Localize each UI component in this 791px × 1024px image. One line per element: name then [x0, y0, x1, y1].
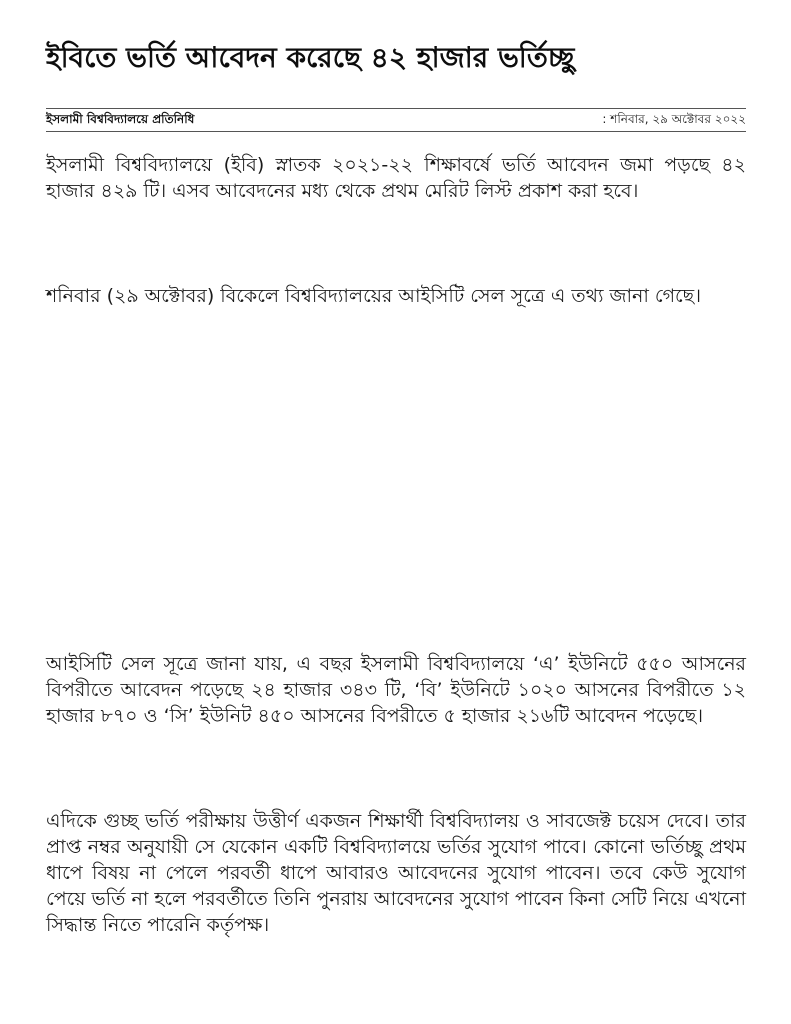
paragraph-4: এদিকে গুচ্ছ ভর্তি পরীক্ষায় উত্তীর্ণ একজন শিক্ষার্থী বিশ্ববিদ্যালয় ও সাবজেক্ট চয়েস দেবে। তার প্রাপ্ত নম্বর অনুযায়ী সে যেকোন একটি বিশ্ববিদ্যালয়ে ভর্তির সুযোগ পাবে। কোনো ভর্তিচ্ছু প্রথম ধাপে বিষয় না পেলে পরবর্তী ধাপে আবারও আবেদনের সুযোগ পাবেন। তবে কেউ সুযোগ পেয়ে ভর্তি না হলে পরবর্তীতে তিনি পুনরায় আবেদনের সুযোগ পাবেন কিনা সেটি নিয়ে এখনো সিদ্ধান্ত নিতে পারেনি কর্তৃপক্ষ। — [46, 810, 746, 936]
paragraph-1: ইসলামী বিশ্ববিদ্যালয়ে (ইবি) স্নাতক ২০২১-২২ শিক্ষাবর্ষে ভর্তি আবেদন জমা পড়ছে ৪২ হাজার ৪২৯ টি। এসব আবেদনের মধ্য থেকে প্রথম মেরিট লিস্ট প্রকাশ করা হবে। — [46, 154, 746, 202]
paragraph-3: আইসিটি সেল সূত্রে জানা যায়, এ বছর ইসলামী বিশ্ববিদ্যালয়ে ‘এ’ ইউনিটে ৫৫০ আসনের বিপরীতে আবেদন পড়েছে ২৪ হাজার ৩৪৩ টি, ‘বি’ ইউনিটে ১০২০ আসনের বিপরীতে ১২ হাজার ৮৭০ ও ‘সি’ ইউনিট ৪৫০ আসনের বিপরীতে ৫ হাজার ২১৬টি আবেদন পড়েছে। — [46, 653, 746, 727]
blank-media-area — [46, 350, 746, 640]
publish-date: : শনিবার, ২৯ অক্টোবর ২০২২ — [602, 112, 746, 126]
byline-bar — [46, 108, 746, 132]
news-article — [46, 0, 746, 1024]
headline: ইবিতে ভর্তি আবেদন করেছে ৪২ হাজার ভর্তিচ্ছু — [46, 41, 575, 74]
byline-author: ইসলামী বিশ্ববিদ্যালয়ে প্রতিনিধি — [46, 112, 195, 126]
paragraph-2: শনিবার (২৯ অক্টোবর) বিকেলে বিশ্ববিদ্যালয়ের আইসিটি সেল সূত্রে এ তথ্য জানা গেছে। — [46, 285, 701, 307]
